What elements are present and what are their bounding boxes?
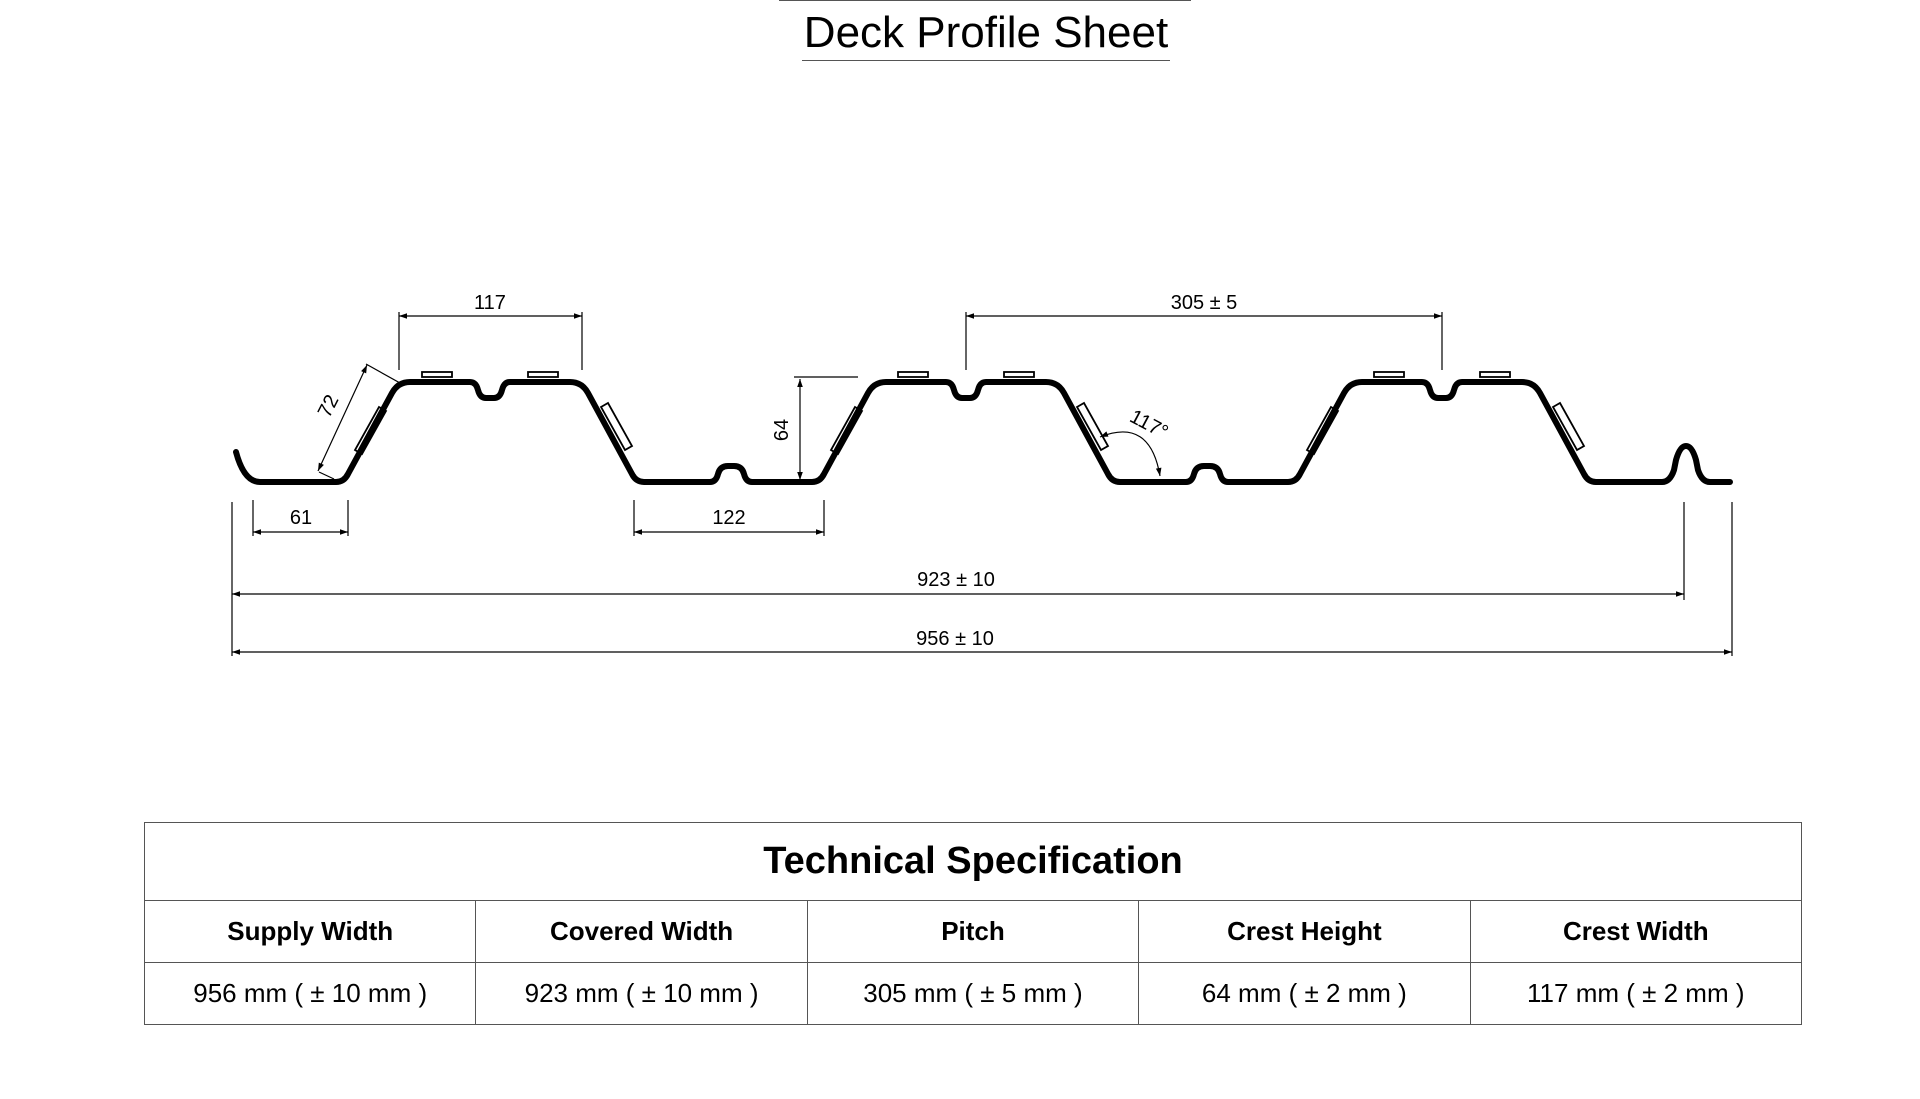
technical-specification-table [144, 822, 1802, 1025]
height-label: 64 [771, 418, 793, 442]
spec-value-pitch: 305 mm ( ± 5 mm ) [807, 963, 1138, 1025]
spec-value-crest-height: 64 mm ( ± 2 mm ) [1139, 963, 1470, 1025]
spec-column-covered-width: Covered Width [476, 901, 807, 963]
crest-width-dimension [399, 312, 582, 370]
crest-stiffeners [422, 372, 1510, 377]
pitch-dimension [966, 312, 1442, 370]
spec-column-crest-width: Crest Width [1470, 901, 1801, 963]
spec-heading: Technical Specification [145, 823, 1802, 901]
slope-length-label: 72 [313, 391, 344, 422]
pitch-label: 305 ± 5 [1170, 292, 1238, 314]
spec-column-crest-height: Crest Height [1139, 901, 1470, 963]
spec-column-pitch: Pitch [807, 901, 1138, 963]
web-stiffeners [355, 403, 1584, 454]
spec-value-supply-width: 956 mm ( ± 10 mm ) [145, 963, 476, 1025]
edge-width-label: 61 [289, 507, 313, 529]
valley-width-label: 122 [712, 507, 746, 529]
angle-dimension [1100, 432, 1160, 476]
slope-dimension [318, 364, 400, 479]
spec-value-covered-width: 923 mm ( ± 10 mm ) [476, 963, 807, 1025]
spec-value-crest-width: 117 mm ( ± 2 mm ) [1470, 963, 1801, 1025]
page-title-text: Deck Profile Sheet [802, 8, 1170, 61]
covered-width-label: 923 ± 10 [917, 569, 995, 591]
supply-width-label: 956 ± 10 [916, 628, 994, 650]
spec-column-supply-width: Supply Width [145, 901, 476, 963]
angle-label: 117° [1126, 405, 1172, 444]
deck-profile-outline [236, 382, 1730, 482]
crest-width-label: 117 [474, 292, 506, 314]
